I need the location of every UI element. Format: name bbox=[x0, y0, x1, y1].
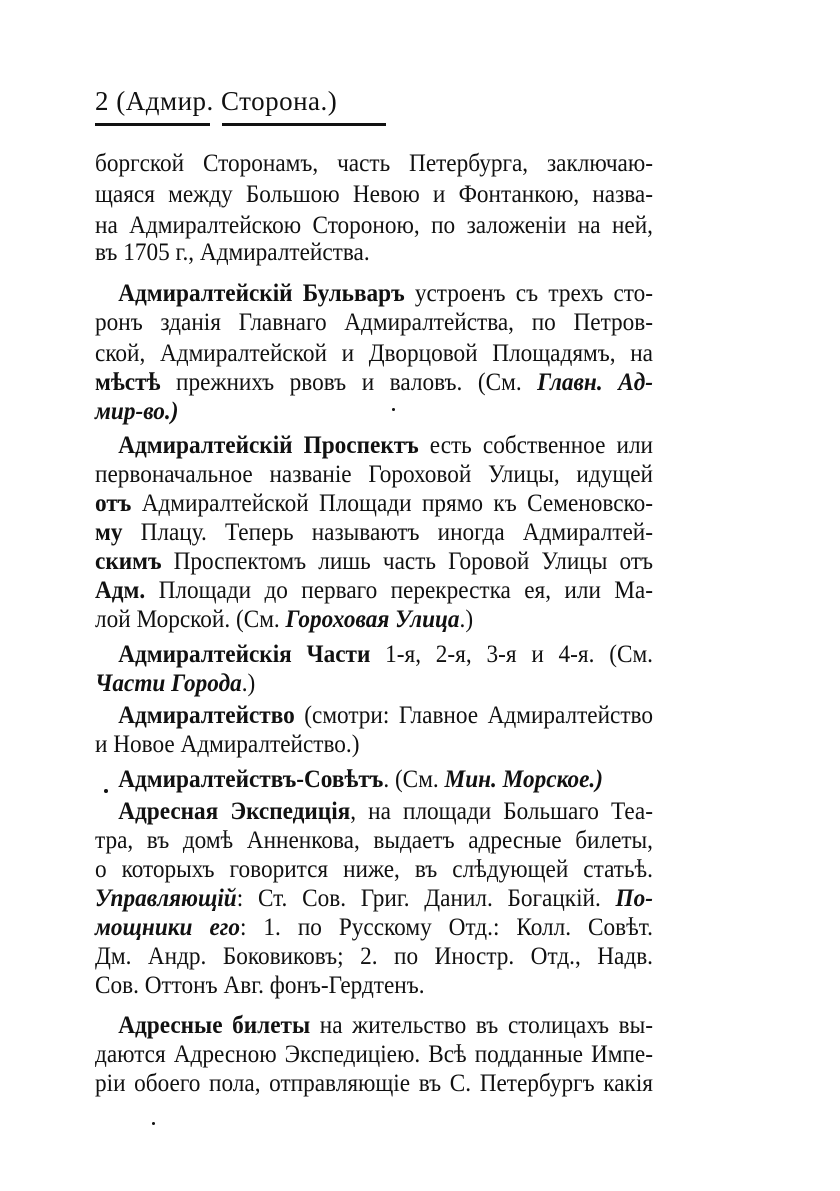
text-line: щаяся между Большою Невою и Фонтанкою, назва- bbox=[95, 181, 653, 208]
entry-bulvar-line: Адмиралтейскiй Бульваръ устроенъ съ трехъ сто- bbox=[118, 280, 653, 307]
text-line: даются Адресною Экспедицiею. Всѣ подданные Импе- bbox=[95, 1041, 653, 1068]
text-line: боргской Сторонамъ, часть Петербурга, заключаю- bbox=[95, 150, 653, 177]
cross-reference: Гороховая Улица bbox=[285, 606, 460, 633]
entry-term: Адмиралтейство bbox=[118, 702, 295, 729]
text-line: тра, въ домѣ Анненкова, выдаетъ адресные билеты, bbox=[95, 827, 653, 854]
text-line: мощники его: 1. по Русскому Отд.: Колл. Совѣт. bbox=[95, 914, 654, 941]
entry-bilety-line: Адресные билеты на жительство въ столицахъ вы- bbox=[118, 1012, 653, 1039]
entry-term: Адмиралтейскiя Части bbox=[118, 641, 371, 668]
text-line: отъ Адмиралтейской Площади прямо къ Семеновско- bbox=[95, 490, 653, 517]
header-rule-right bbox=[222, 123, 386, 126]
text-line: ской, Адмиралтейской и Дворцовой Площадямъ, на bbox=[95, 340, 653, 367]
text-line: лой Морской. (См. Гороховая Улица.) bbox=[95, 606, 474, 633]
text-line: скимъ Проспектомъ лишь часть Горовой Улицы отъ bbox=[95, 548, 653, 575]
entry-term: Адмиралтействъ-Совѣтъ bbox=[118, 766, 384, 793]
entry-admiralteystvo-line: Адмиралтейство (смотри: Главное Адмиралтейство bbox=[118, 702, 653, 729]
text-line: Управляющiй: Ст. Сов. Григ. Данил. Богацкiй. По- bbox=[95, 885, 653, 912]
text-line: и Новое Адмиралтейство.) bbox=[95, 731, 360, 758]
text-line: на Адмиралтейскою Стороною, по заложенiи на ней, bbox=[95, 212, 653, 239]
running-header bbox=[95, 86, 337, 117]
text-line: му Плацу. Теперь называютъ иногда Адмиралтей- bbox=[95, 519, 654, 546]
entry-term: Адмиралтейскiй Бульваръ bbox=[118, 280, 405, 307]
cross-reference: мир-во.) bbox=[95, 398, 179, 425]
text-line: мѣстѣ прежнихъ рвовъ и валовъ. (См. Главн. Ад- bbox=[95, 369, 653, 396]
cross-reference: Части Города bbox=[95, 670, 242, 697]
text-line: въ 1705 г., Адмиралтейства. bbox=[95, 239, 370, 266]
section-title: (Адмир. Сторона.) bbox=[116, 86, 338, 116]
text-line: ронъ зданiя Главнаго Адмиралтейства, по Петров- bbox=[95, 309, 653, 336]
text-line: Части Города.) bbox=[95, 670, 256, 697]
page-number: 2 bbox=[95, 86, 109, 116]
entry-term: Адмиралтейскiй Проспектъ bbox=[118, 432, 419, 459]
text-line: Адм. Площади до перваго перекрестка ея, или Ма- bbox=[95, 577, 653, 604]
entry-term: Адресные билеты bbox=[118, 1012, 311, 1039]
header-rule-left bbox=[95, 123, 210, 126]
ink-speck bbox=[392, 408, 395, 411]
entry-chasti-line: Адмиралтейскiя Части 1-я, 2-я, 3-я и 4-я. (См. bbox=[118, 641, 653, 668]
text-line: Дм. Андр. Боковиковъ; 2. по Иностр. Отд., Надв. bbox=[95, 943, 653, 970]
entry-sovet-line: Адмиралтействъ-Совѣтъ. (См. Мин. Морское.) bbox=[118, 766, 603, 793]
cross-reference: Главн. Ад- bbox=[537, 369, 653, 396]
entry-term: Адресная Экспедицiя bbox=[118, 798, 351, 825]
entry-ekspediciya-line: Адресная Экспедицiя, на площади Большаго Теа- bbox=[118, 798, 653, 825]
text-line: первоначальное названiе Гороховой Улицы, идущей bbox=[95, 461, 653, 488]
ink-speck bbox=[152, 1122, 155, 1125]
text-line: Сов. Оттонъ Авг. фонъ-Гердтенъ. bbox=[95, 972, 425, 999]
entry-prospekt-line: Адмиралтейскiй Проспектъ есть собственное или bbox=[118, 432, 653, 459]
cross-reference: Мин. Морское.) bbox=[444, 766, 603, 793]
text-line: рiи обоего пола, отправляющiе въ С. Петербургъ какiя bbox=[95, 1070, 653, 1097]
text-line: о которыхъ говорится ниже, въ слѣдующей статьѣ. bbox=[95, 856, 653, 883]
